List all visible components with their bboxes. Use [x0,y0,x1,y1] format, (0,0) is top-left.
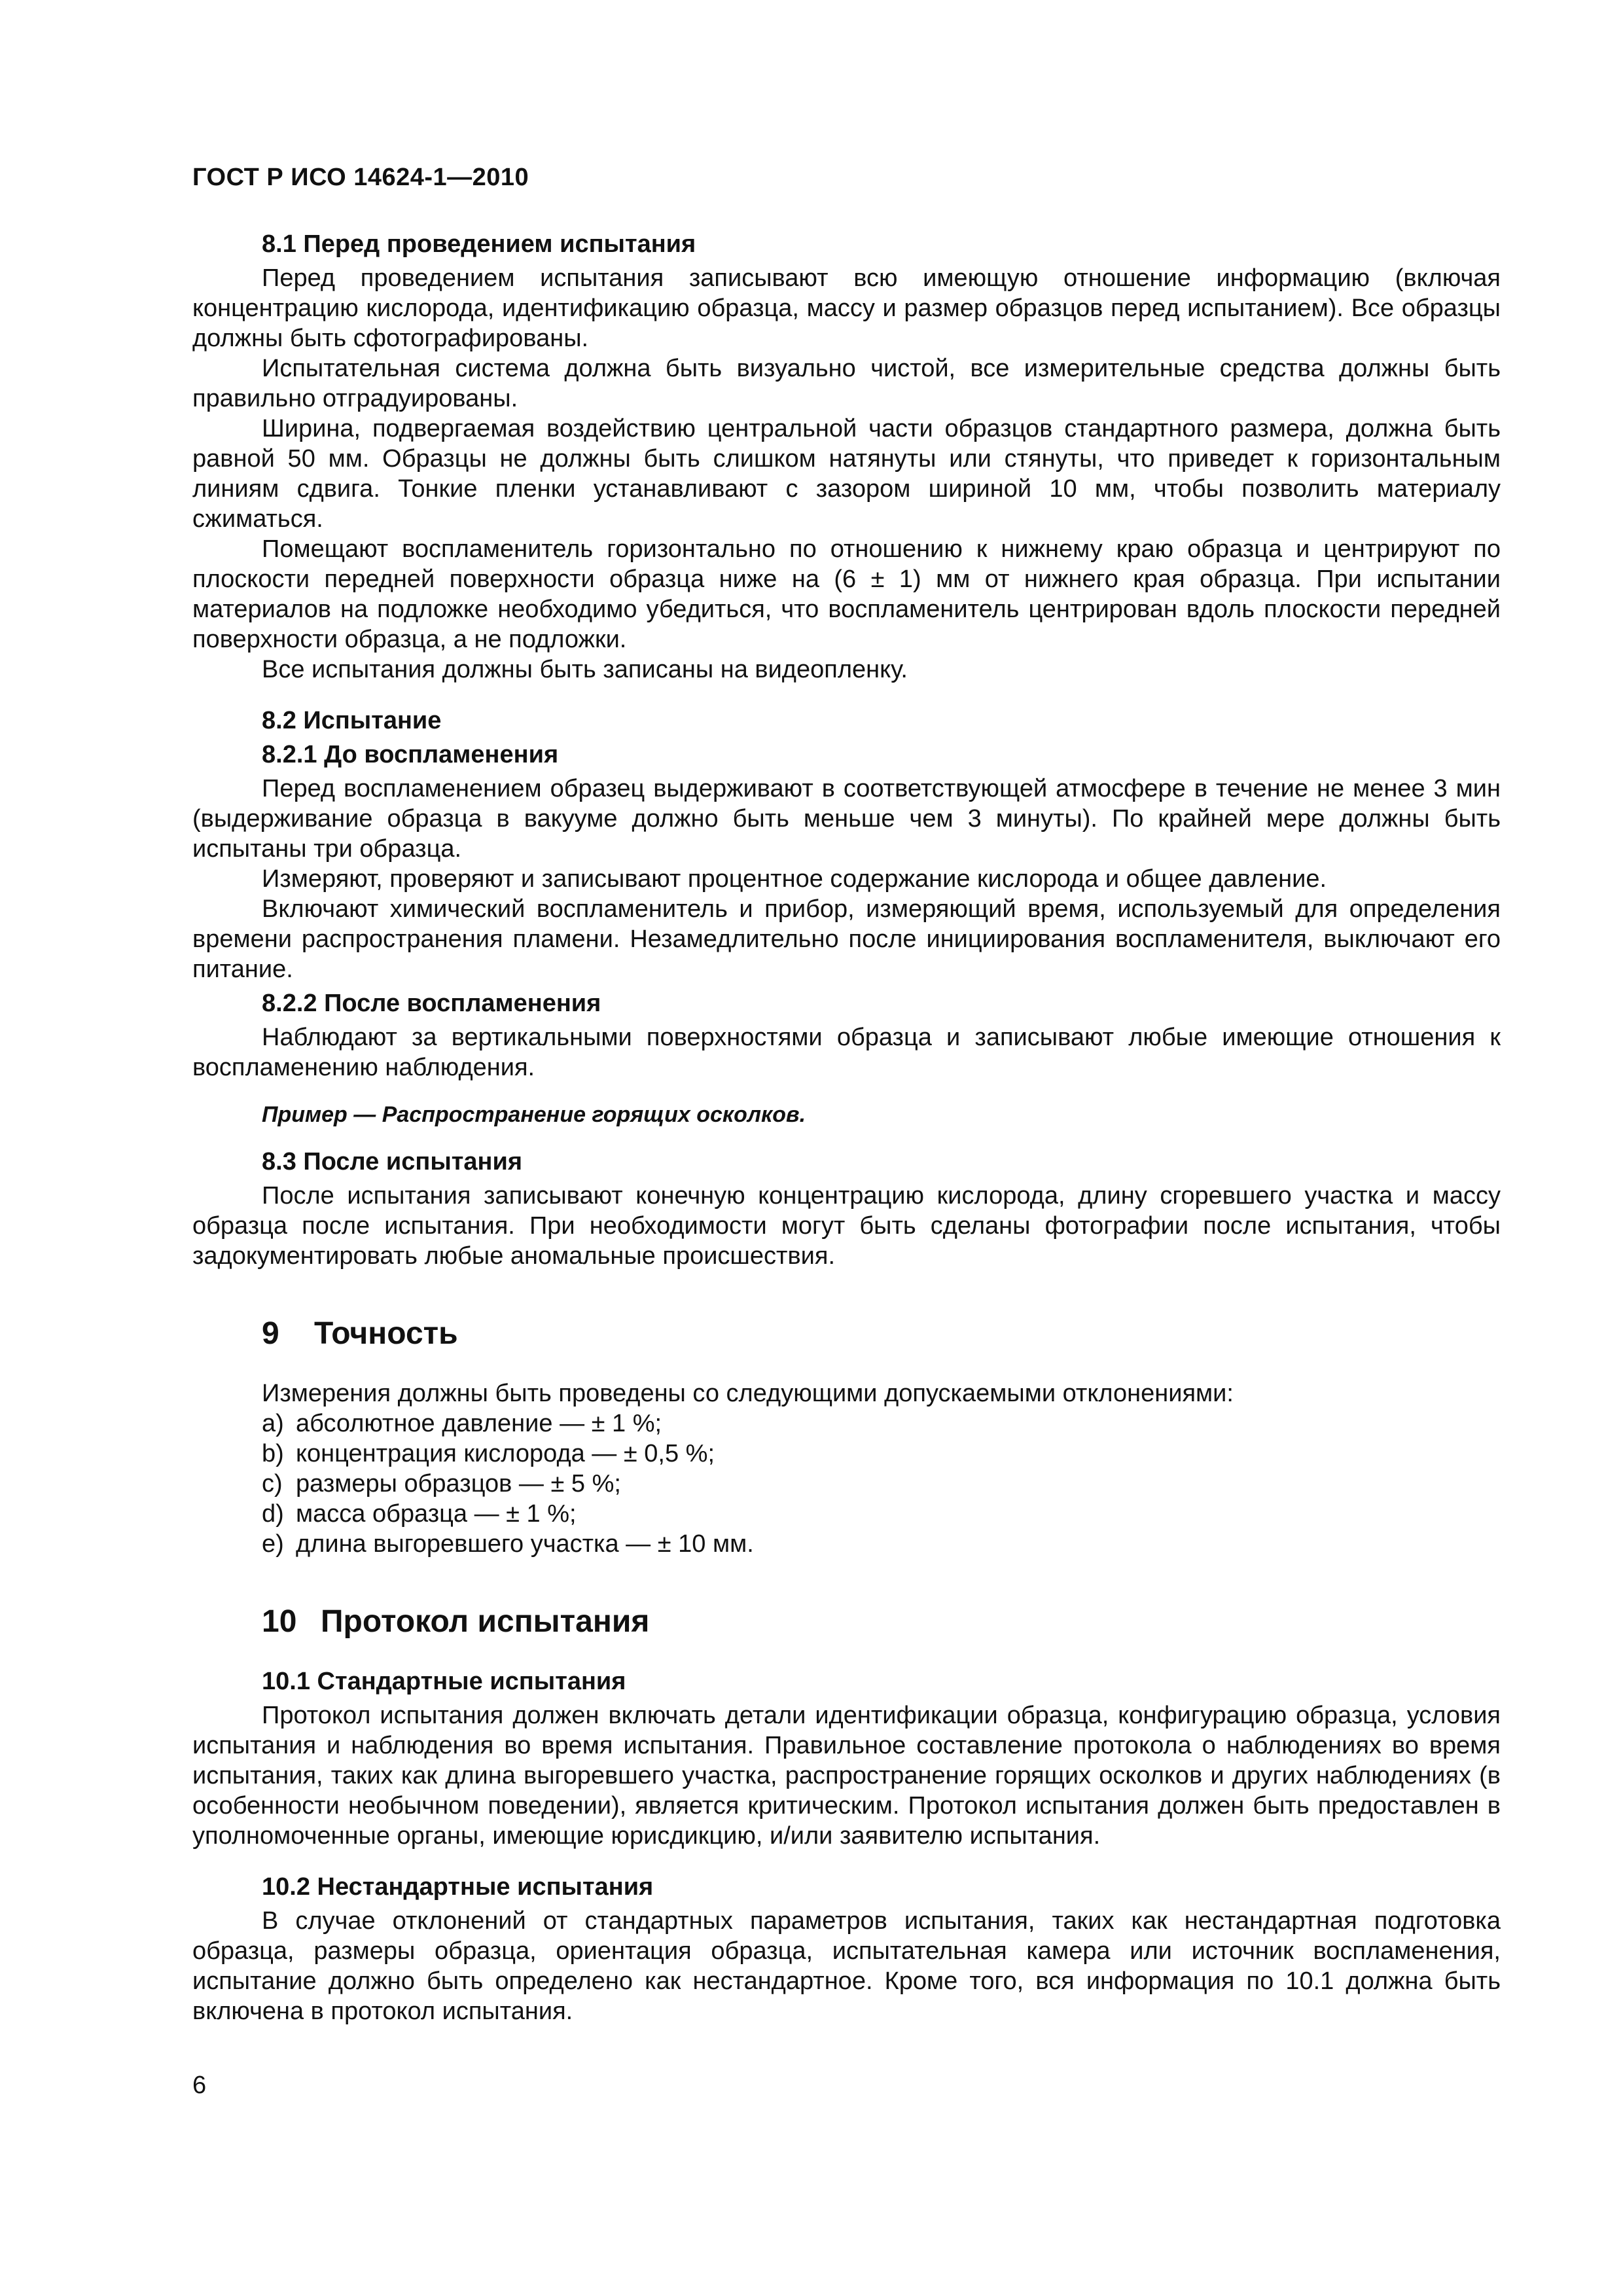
section-8-1-heading: 8.1 Перед проведением испытания [262,230,696,258]
paragraph: Испытательная система должна быть визуально чистой, все измерительные средства должны быть правильно отградуированы. [192,355,1501,412]
list-marker: b) [262,1440,284,1467]
section-8-3-heading: 8.3 После испытания [262,1148,522,1175]
paragraph: Помещают воспламенитель горизонтально по отношению к нижнему краю образца и центрируют по плоскости передней поверхности образца ниже на (6 ± 1) мм от нижнего края образца. При испытании материалов на подложке необходимо убедиться, что воспламенитель центрирован вдоль плоскости передней поверхности образца, а не подложки. [192,535,1501,653]
paragraph: Перед воспламенением образец выдерживают в соответствующей атмосфере в течение не менее 3 мин (выдерживание образца в вакууме должно быть меньше чем 3 минуты). По крайней мере должны быть испытаны три образца. [192,775,1501,863]
section-number: 10 [262,1604,297,1639]
paragraph: Измеряют, проверяют и записывают процентное содержание кислорода и общее давление. [262,865,1327,893]
paragraph: Включают химический воспламенитель и прибор, измеряющий время, используемый для определения времени распространения пламени. Незамедлительно после инициирования воспламенителя, выключают его питание. [192,895,1501,983]
list-item-text: длина выгоревшего участка — ± 10 мм. [296,1530,754,1558]
paragraph: Перед проведением испытания записывают всю имеющую отношение информацию (включая концентрацию кислорода, идентификацию образца, массу и размер образцов перед испытанием). Все образцы должны быть сфотографированы. [192,264,1501,352]
section-9-heading [262,1316,1501,1352]
section-number: 9 [262,1316,279,1351]
paragraph: Наблюдают за вертикальными поверхностями образца и записывают любые имеющие отношения к воспламенению наблюдения. [192,1024,1501,1081]
list-item-text: концентрация кислорода — ± 0,5 %; [296,1440,715,1467]
paragraph: После испытания записывают конечную концентрацию кислорода, длину сгоревшего участка и массу образца после испытания. При необходимости могут быть сделаны фотографии после испытания, чтобы задокументировать любые аномальные происшествия. [192,1182,1501,1270]
list-marker: c) [262,1470,283,1498]
page-number: 6 [192,2072,207,2099]
paragraph: Все испытания должны быть записаны на видеопленку. [262,656,908,683]
list-item [262,1408,1501,1439]
list-item-text: абсолютное давление — ± 1 %; [296,1410,662,1437]
section-title: Протокол испытания [321,1604,650,1639]
list-item-text: масса образца — ± 1 %; [296,1500,577,1528]
paragraph: В случае отклонений от стандартных параметров испытания, таких как нестандартная подготовка образца, размеры образца, ориентация образца, испытательная камера или источник воспламенения, испытание должно быть определено как нестандартное. Кроме того, вся информация по 10.1 должна быть включена в протокол испытания. [192,1907,1501,2025]
paragraph: Измерения должны быть проведены со следующими допускаемыми отклонениями: [262,1380,1234,1407]
list-item [262,1529,1501,1559]
tolerance-list [192,1408,1501,1559]
document-header: ГОСТ Р ИСО 14624-1—2010 [192,164,529,191]
section-10-heading [262,1604,1501,1640]
list-item [262,1469,1501,1499]
section-8-2-2-heading: 8.2.2 После воспламенения [262,990,601,1017]
list-item [262,1439,1501,1469]
list-item-text: размеры образцов — ± 5 %; [296,1470,621,1498]
paragraph: Ширина, подвергаемая воздействию центральной части образцов стандартного размера, должна быть равной 50 мм. Образцы не должны быть слишком натянуты или стянуты, что приведет к горизонтальным линиям сдвига. Тонкие пленки устанавливают с зазором шириной 10 мм, чтобы позволить материалу сжиматься. [192,415,1501,533]
section-title: Точность [314,1316,458,1351]
section-8-2-heading: 8.2 Испытание [262,707,442,734]
list-marker: e) [262,1530,284,1558]
list-item [262,1499,1501,1529]
list-marker: d) [262,1500,284,1528]
list-marker: a) [262,1410,284,1437]
document-body [192,229,1501,2026]
section-8-2-1-heading: 8.2.1 До воспламенения [262,741,559,768]
section-10-2-heading: 10.2 Нестандартные испытания [262,1873,654,1901]
example-note: Пример — Распространение горящих осколков. [262,1102,806,1127]
section-10-1-heading: 10.1 Стандартные испытания [262,1668,626,1695]
paragraph: Протокол испытания должен включать детали идентификации образца, конфигурацию образца, условия испытания и наблюдения во время испытания. Правильное составление протокола о наблюдениях во время испытания, таких как длина выгоревшего участка, распространение горящих осколков и других наблюдениях (в особенности необычном поведении), является критическим. Протокол испытания должен быть предоставлен в уполномоченные органы, имеющие юрисдикцию, и/или заявителю испытания. [192,1702,1501,1850]
